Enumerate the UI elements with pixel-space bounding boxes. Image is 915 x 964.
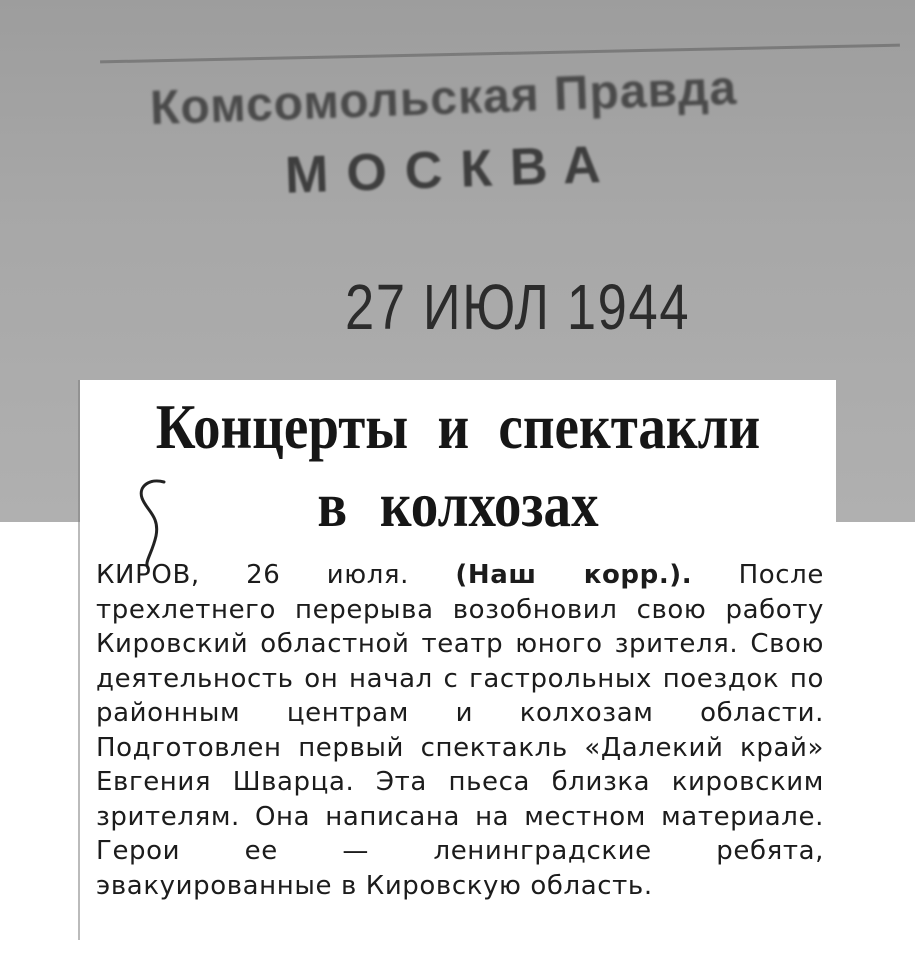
article-byline: (Наш корр.). — [455, 560, 693, 590]
article-headline — [133, 388, 783, 544]
article-dateline: КИРОВ, 26 июля. — [96, 560, 410, 590]
stamp-date: 27 ИЮЛ 1944 — [345, 271, 691, 343]
stamp-city: МОСКВА — [284, 135, 620, 205]
headline-line-1: Концерты и спектакли — [155, 391, 761, 462]
article-text: После трехлетнего перерыва возобновил свою работу Кировский областной театр юного зрителя. Свою деятельность он начал с гастрольных поездок по районным центрам и колхозам области. Подготовлен первый спектакль «Далекий край» Евгения Шварца. Эта пьеса близка кировским зрителям. Она написана на местном материале. Герои ее — ленинградские ребята, эвакуированные в Кировскую область. — [96, 560, 824, 901]
stamp-newspaper-name: Комсомольская Правда — [149, 61, 738, 136]
headline-line-2: в колхозах — [317, 469, 599, 540]
article-body — [96, 558, 824, 903]
newspaper-clipping — [80, 380, 836, 964]
